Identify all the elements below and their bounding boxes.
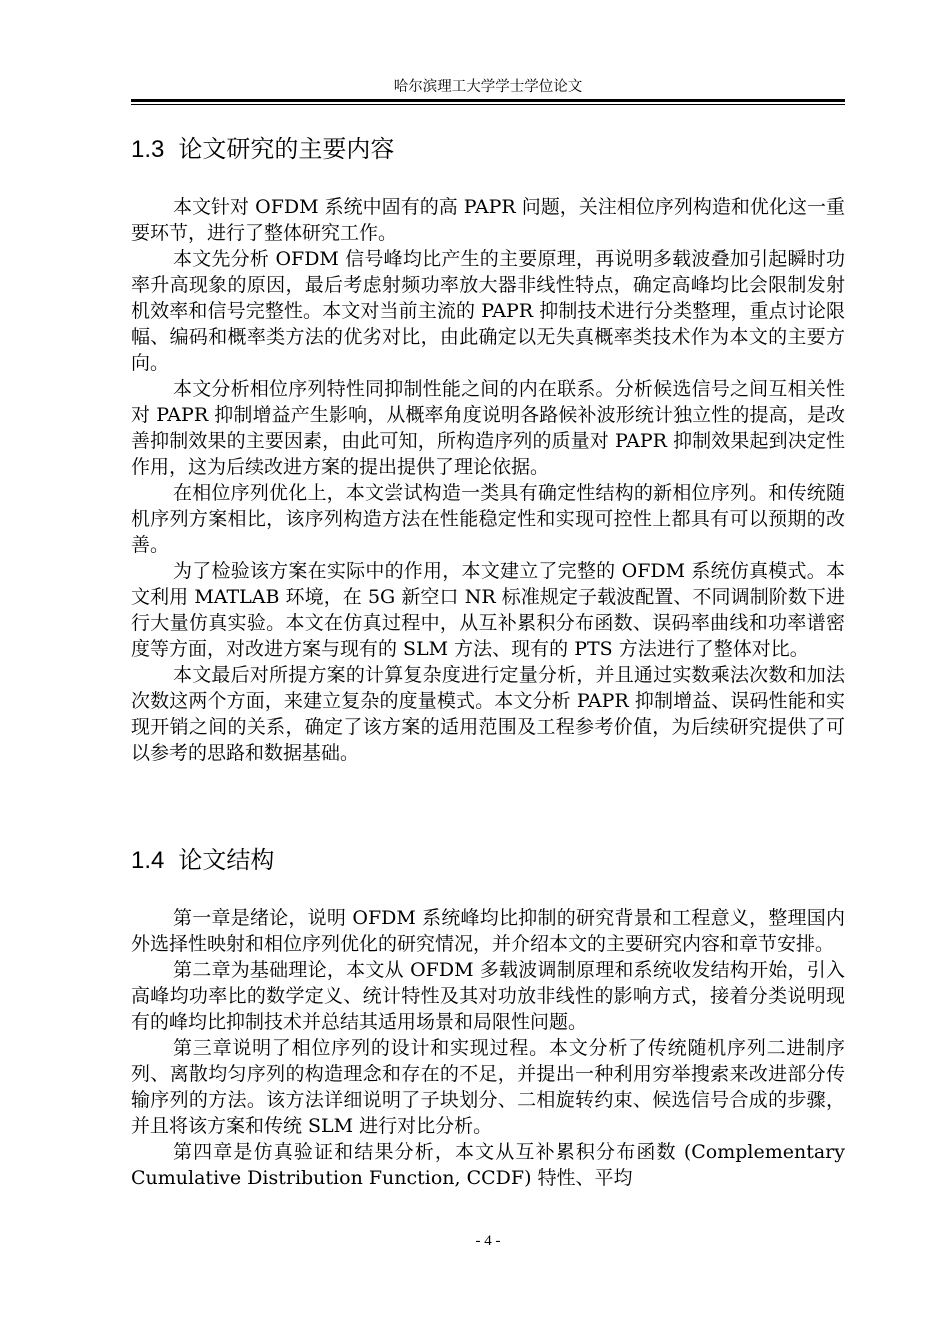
section-heading-1-4 — [131, 844, 845, 877]
header-rule-thick — [131, 99, 845, 102]
paragraph: 第三章说明了相位序列的设计和实现过程。本文分析了传统随机序列二进制序列、离散均匀序列的构造理念和存在的不足，并提出一种利用穷举搜索来改进部分传输序列的方法。该方法详细说明了子块划分、二相旋转约束、候选信号合成的步骤，并且将该方案和传统 SLM 进行对比分析。 — [131, 1037, 845, 1137]
paragraph: 为了检验该方案在实际中的作用，本文建立了完整的 OFDM 系统仿真模式。本文利用 MATLAB 环境，在 5G 新空口 NR 标准规定子载波配置、不同调制阶数下进行大量仿真实验。本文在仿真过程中，从互补累积分布函数、误码率曲线和功率谱密度等方面，对改进方案与现有的 SLM 方法、现有的 PTS 方法进行了整体对比。 — [131, 560, 845, 660]
section-number: 1.3 — [131, 136, 165, 163]
section-1-4-body — [131, 905, 845, 1191]
paragraph: 本文针对 OFDM 系统中固有的高 PAPR 问题，关注相位序列构造和优化这一重要环节，进行了整体研究工作。 — [131, 196, 845, 244]
paragraph: 本文分析相位序列特性同抑制性能之间的内在联系。分析候选信号之间互相关性对 PAPR 抑制增益产生影响，从概率角度说明各路候补波形统计独立性的提高，是改善抑制效果的主要因素，由此可知，所构造序列的质量对 PAPR 抑制效果起到决定性作用，这为后续改进方案的提出提供了理论依据。 — [131, 378, 845, 478]
section-title: 论文结构 — [178, 846, 275, 874]
section-heading-1-3 — [131, 133, 845, 166]
paragraph: 第一章是绪论，说明 OFDM 系统峰均比抑制的研究背景和工程意义，整理国内外选择性映射和相位序列优化的研究情况，并介绍本文的主要研究内容和章节安排。 — [131, 907, 845, 955]
running-header: 哈尔滨理工大学学士学位论文 — [393, 79, 583, 95]
page-number: - 4 - — [475, 1233, 501, 1249]
paragraph: 第二章为基础理论，本文从 OFDM 多载波调制原理和系统收发结构开始，引入高峰均功率比的数学定义、统计特性及其对功放非线性的影响方式，接着分类说明现有的峰均比抑制技术并总结其适用场景和局限性问题。 — [131, 959, 845, 1033]
section-number: 1.4 — [131, 847, 165, 874]
header-rule-thin — [131, 104, 845, 105]
paragraph: 本文最后对所提方案的计算复杂度进行定量分析，并且通过实数乘法次数和加法次数这两个方面，来建立复杂的度量模式。本文分析 PAPR 抑制增益、误码性能和实现开销之间的关系，确定了该方案的适用范围及工程参考价值，为后续研究提供了可以参考的思路和数据基础。 — [131, 664, 845, 764]
section-title: 论文研究的主要内容 — [178, 135, 395, 163]
paragraph: 在相位序列优化上，本文尝试构造一类具有确定性结构的新相位序列。和传统随机序列方案相比，该序列构造方法在性能稳定性和实现可控性上都具有可以预期的改善。 — [131, 482, 845, 556]
paragraph: 第四章是仿真验证和结果分析，本文从互补累积分布函数 (Complementary Cumulative Distribution Function, CCDF) 特性、平均 — [131, 1141, 845, 1189]
paragraph: 本文先分析 OFDM 信号峰均比产生的主要原理，再说明多载波叠加引起瞬时功率升高现象的原因，最后考虑射频功率放大器非线性特点，确定高峰均比会限制发射机效率和信号完整性。本文对当前主流的 PAPR 抑制技术进行分类整理，重点讨论限幅、编码和概率类方法的优劣对比，由此确定以无失真概率类技术作为本文的主要方向。 — [131, 248, 845, 374]
section-1-3-body — [131, 194, 845, 766]
